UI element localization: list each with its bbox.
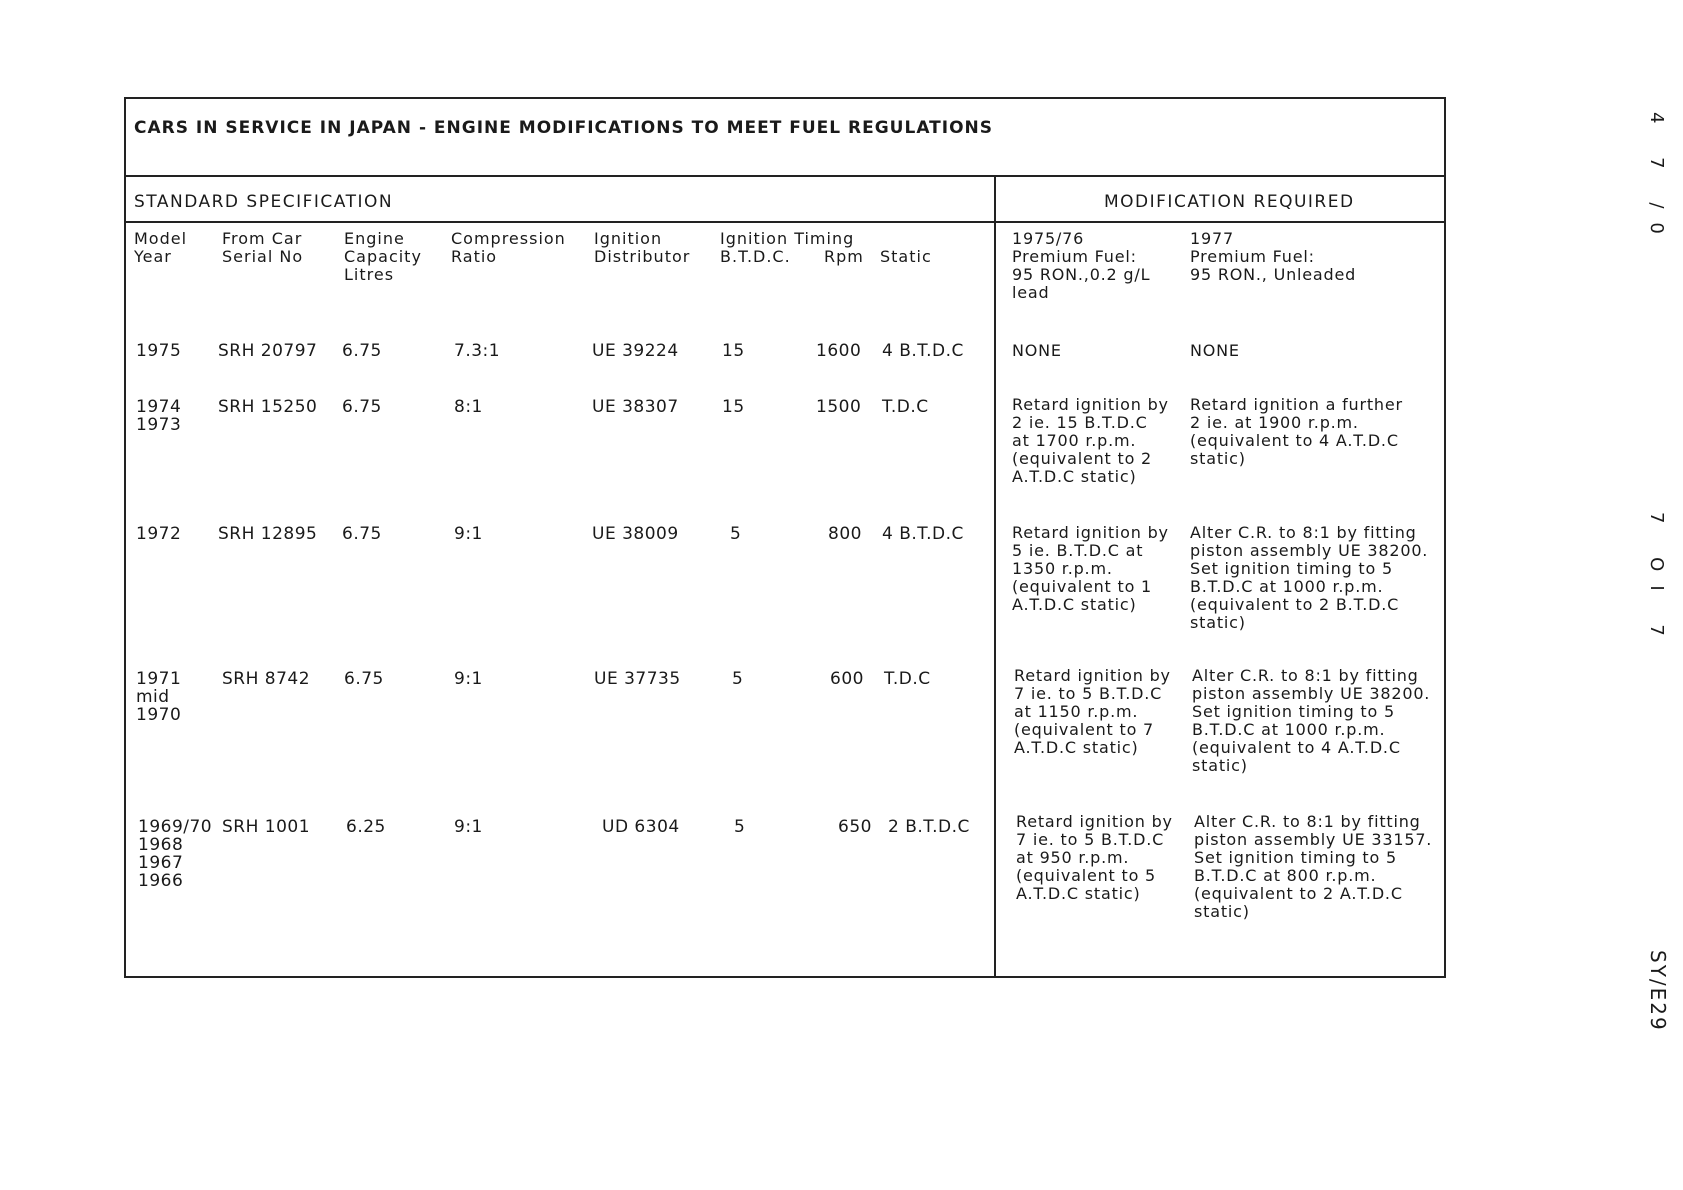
header-divider <box>126 221 1444 223</box>
row-3-mod-1977: Alter C.R. to 8:1 by fitting piston assembly UE 38200. Set ignition timing to 5 B.T.D.C at 1000 r.p.m. (equivalent to 2 B.T.D.C static) <box>1190 523 1429 632</box>
row-1-compression: 7.3:1 <box>454 341 501 361</box>
row-1-mod-1975-76: NONE <box>1012 341 1062 360</box>
row-3-capacity: 6.75 <box>342 524 382 544</box>
header-distributor: Ignition Distributor <box>594 229 691 266</box>
title-row <box>126 99 1444 177</box>
row-1-static: 4 B.T.D.C <box>882 341 964 361</box>
header-static: Static <box>880 247 932 266</box>
row-4-rpm: 600 <box>830 669 864 689</box>
row-2-distributor: UE 38307 <box>592 397 679 417</box>
row-4-capacity: 6.75 <box>344 669 384 689</box>
row-5-rpm: 650 <box>838 817 872 837</box>
row-1-mod-1977: NONE <box>1190 341 1240 360</box>
row-2-mod-1977: Retard ignition a further 2 ie. at 1900 r.p.m. (equivalent to 4 A.T.D.C static) <box>1190 395 1403 468</box>
row-5-serial: SRH 1001 <box>222 817 311 837</box>
row-5-capacity: 6.25 <box>346 817 386 837</box>
row-2-btdc: 15 <box>722 397 745 417</box>
row-4-mod-1975-76: Retard ignition by 7 ie. to 5 B.T.D.C at 1150 r.p.m. (equivalent to 7 A.T.D.C static) <box>1014 666 1171 757</box>
row-5-compression: 9:1 <box>454 817 483 837</box>
header-serial: From Car Serial No <box>222 229 304 266</box>
row-2-serial: SRH 15250 <box>218 397 318 417</box>
margin-mark-top: 4 7 /0 <box>1646 112 1667 248</box>
table-title: CARS IN SERVICE IN JAPAN - ENGINE MODIFICATIONS TO MEET FUEL REGULATIONS <box>134 118 993 138</box>
header-mod-1977: 1977 Premium Fuel: 95 RON., Unleaded <box>1190 229 1357 284</box>
row-4-distributor: UE 37735 <box>594 669 681 689</box>
regulations-table <box>124 97 1446 978</box>
row-4-year: 1971 mid 1970 <box>136 669 182 725</box>
row-4-btdc: 5 <box>732 669 744 689</box>
row-3-mod-1975-76: Retard ignition by 5 ie. B.T.D.C at 1350 r.p.m. (equivalent to 1 A.T.D.C static) <box>1012 523 1169 614</box>
section-standard-specification: STANDARD SPECIFICATION <box>134 192 394 212</box>
row-1-year: 1975 <box>136 341 182 361</box>
header-mod-1975-76: 1975/76 Premium Fuel: 95 RON.,0.2 g/L lead <box>1012 229 1151 302</box>
header-model-year: Model Year <box>134 229 188 266</box>
header-rpm: Rpm <box>824 247 864 266</box>
row-5-mod-1977: Alter C.R. to 8:1 by fitting piston assembly UE 33157. Set ignition timing to 5 B.T.D.C at 800 r.p.m. (equivalent to 2 A.T.D.C static) <box>1194 812 1433 921</box>
row-3-static: 4 B.T.D.C <box>882 524 964 544</box>
row-2-compression: 8:1 <box>454 397 483 417</box>
row-3-year: 1972 <box>136 524 182 544</box>
row-1-distributor: UE 39224 <box>592 341 679 361</box>
row-5-distributor: UD 6304 <box>602 817 680 837</box>
margin-mark-middle: 7 OI 7 <box>1646 512 1667 650</box>
row-5-static: 2 B.T.D.C <box>888 817 970 837</box>
row-2-year: 1974 1973 <box>136 397 182 435</box>
row-5-year: 1969/70 1968 1967 1966 <box>138 817 213 891</box>
row-1-capacity: 6.75 <box>342 341 382 361</box>
row-2-rpm: 1500 <box>816 397 862 417</box>
row-2-capacity: 6.75 <box>342 397 382 417</box>
header-compression: Compression Ratio <box>451 229 566 266</box>
row-5-mod-1975-76: Retard ignition by 7 ie. to 5 B.T.D.C at 950 r.p.m. (equivalent to 5 A.T.D.C static) <box>1016 812 1173 903</box>
row-3-compression: 9:1 <box>454 524 483 544</box>
row-4-serial: SRH 8742 <box>222 669 311 689</box>
row-4-compression: 9:1 <box>454 669 483 689</box>
row-3-btdc: 5 <box>730 524 742 544</box>
row-3-serial: SRH 12895 <box>218 524 318 544</box>
row-1-rpm: 1600 <box>816 341 862 361</box>
section-modification-required: MODIFICATION REQUIRED <box>1104 192 1355 212</box>
row-5-btdc: 5 <box>734 817 746 837</box>
header-capacity: Engine Capacity Litres <box>344 229 422 284</box>
row-4-mod-1977: Alter C.R. to 8:1 by fitting piston assembly UE 38200. Set ignition timing to 5 B.T.D.C at 1000 r.p.m. (equivalent to 4 A.T.D.C static) <box>1192 666 1431 775</box>
row-2-mod-1975-76: Retard ignition by 2 ie. 15 B.T.D.C at 1700 r.p.m. (equivalent to 2 A.T.D.C static) <box>1012 395 1169 486</box>
row-1-serial: SRH 20797 <box>218 341 318 361</box>
row-3-rpm: 800 <box>828 524 862 544</box>
section-divider <box>994 175 996 976</box>
row-4-static: T.D.C <box>884 669 931 689</box>
row-1-btdc: 15 <box>722 341 745 361</box>
row-2-static: T.D.C <box>882 397 929 417</box>
header-timing: Ignition Timing B.T.D.C. <box>720 229 855 266</box>
margin-mark-bottom: SY/E29 <box>1646 950 1670 1032</box>
row-3-distributor: UE 38009 <box>592 524 679 544</box>
